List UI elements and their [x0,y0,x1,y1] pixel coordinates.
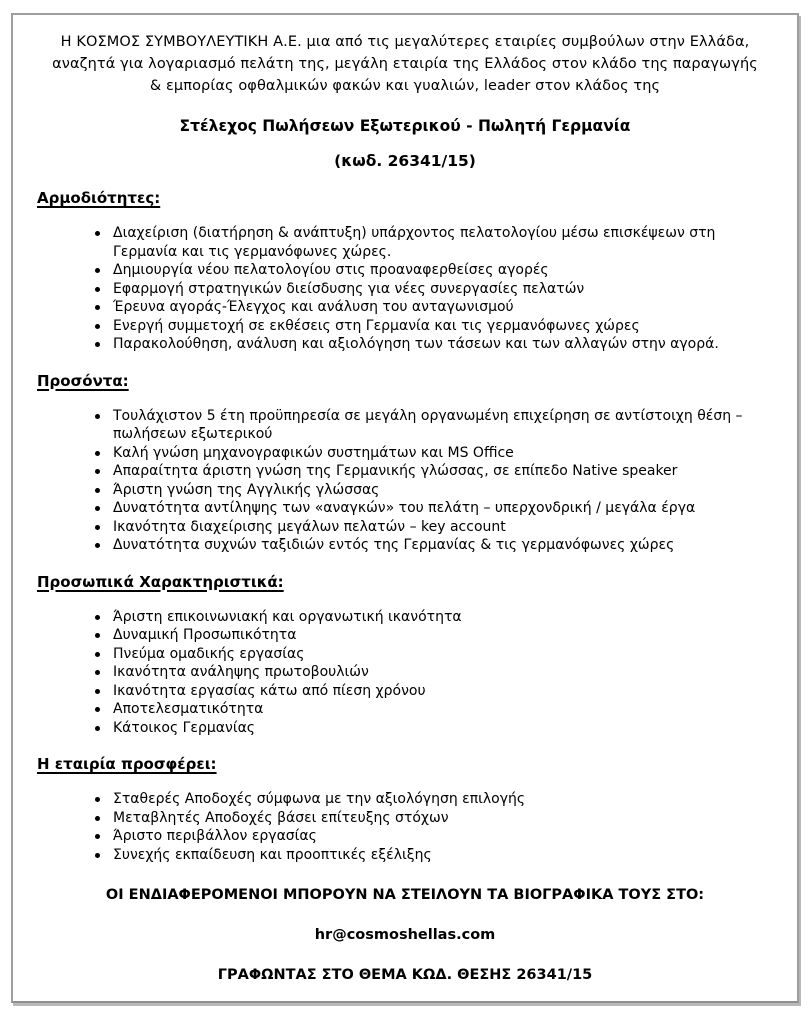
bullet-item: Άριστη γνώση της Αγγλικής γλώσσας [37,481,769,500]
bullet-item: Απαραίτητα άριστη γνώση της Γερμανικής γλώσσας, σε επίπεδο Native speaker [37,462,769,481]
bullet-list [37,407,773,555]
sections-container [37,188,773,864]
bullet-item: Πνεύμα ομαδικής εργασίας [37,645,769,664]
section-heading: Αρμοδιότητες: [37,189,161,207]
bullet-item: Ενεργή συμμετοχή σε εκθέσεις στη Γερμανία και τις γερμανόφωνες χώρες [37,317,769,336]
intro-paragraph: Η ΚΟΣΜΟΣ ΣΥΜΒΟΥΛΕΥΤΙΚΗ Α.Ε. μια από τις μεγαλύτερες εταιρίες συμβούλων στην Ελλάδα, αναζητά για λογαριασμό πελάτη της, μεγάλη εταιρία της Ελλάδος στον κλάδο της παραγωγής & εμπορίας οφθαλμικών φακών και γυαλιών, leader στον κλάδος της [52,34,758,94]
bullet-item: Δημιουργία νέου πελατολογίου στις προαναφερθείσες αγορές [37,261,769,280]
bullet-item: Δυνατότητα συχνών ταξιδιών εντός της Γερμανίας & τις γερμανόφωνες χώρες [37,536,769,555]
bullet-item: Δυνατότητα αντίληψης των «αναγκών» του πελάτη – υπερχονδρική / μεγάλα έργα [37,499,769,518]
bullet-list [37,224,773,354]
bullet-item: Μεταβλητές Αποδοχές βάσει επίτευξης στόχων [37,809,769,828]
section-heading: Προσωπικά Χαρακτηριστικά: [37,572,284,591]
bullet-item: Συνεχής εκπαίδευση και προοπτικές εξέλιξης [37,846,769,865]
bullet-item: Παρακολούθηση, ανάλυση και αξιολόγηση των τάσεων και των αλλαγών στην αγορά. [37,335,769,354]
footer-subject-code-line: ΓΡΑΦΩΝΤΑΣ ΣΤΟ ΘΕΜΑ ΚΩΔ. ΘΕΣΗΣ 26341/15 [217,967,593,983]
bullet-item: Δυναμική Προσωπικότητα [37,626,769,645]
bullet-item: Τουλάχιστον 5 έτη προϋπηρεσία σε μεγάλη οργανωμένη επιχείρηση σε αντίστοιχη θέση – πωλήσεων εξωτερικού [37,407,769,444]
bullet-list [37,608,773,738]
bullet-item: Ικανότητα διαχείρισης μεγάλων πελατών – key account [37,518,769,537]
document-frame [11,13,799,1003]
bullet-item: Σταθερές Αποδοχές σύμφωνα με την αξιολόγηση επιλογής [37,790,769,809]
section-heading: Η εταιρία προσφέρει: [37,755,217,773]
footer-cta-line: ΟΙ ΕΝΔΙΑΦΕΡΟΜΕΝΟΙ ΜΠΟΡΟΥΝ ΝΑ ΣΤΕΙΛΟΥΝ ΤΑ ΒΙΟΓΡΑΦΙΚΑ ΤΟΥΣ ΣΤΟ: [105,887,705,903]
bullet-item: Αποτελεσματικότητα [37,700,769,719]
bullet-item: Έρευνα αγοράς-Έλεγχος και ανάλυση του ανταγωνισμού [37,298,769,317]
bullet-item: Διαχείριση (διατήρηση & ανάπτυξη) υπάρχοντος πελατολογίου μέσω επισκέψεων στη Γερμανία και τις γερμανόφωνες χώρες. [37,224,769,261]
bullet-list [37,790,773,864]
bullet-item: Ικανότητα εργασίας κάτω από πίεση χρόνου [37,682,769,701]
job-code: (κωδ. 26341/15) [334,152,476,170]
section-heading: Προσόντα: [37,371,129,390]
email-address: hr@cosmoshellas.com [314,927,496,943]
bullet-item: Ικανότητα ανάληψης πρωτοβουλιών [37,663,769,682]
bullet-item: Εφαρμογή στρατηγικών διείσδυσης για νέες συνεργασίες πελατών [37,280,769,299]
job-title: Στέλεχος Πωλήσεων Εξωτερικού - Πωλητή Γερμανία [179,117,631,135]
bullet-item: Άριστη επικοινωνιακή και οργανωτική ικανότητα [37,608,769,627]
bullet-item: Κάτοικος Γερμανίας [37,719,769,738]
bullet-item: Άριστο περιβάλλον εργασίας [37,827,769,846]
bullet-item: Καλή γνώση μηχανογραφικών συστημάτων και MS Office [37,444,769,463]
